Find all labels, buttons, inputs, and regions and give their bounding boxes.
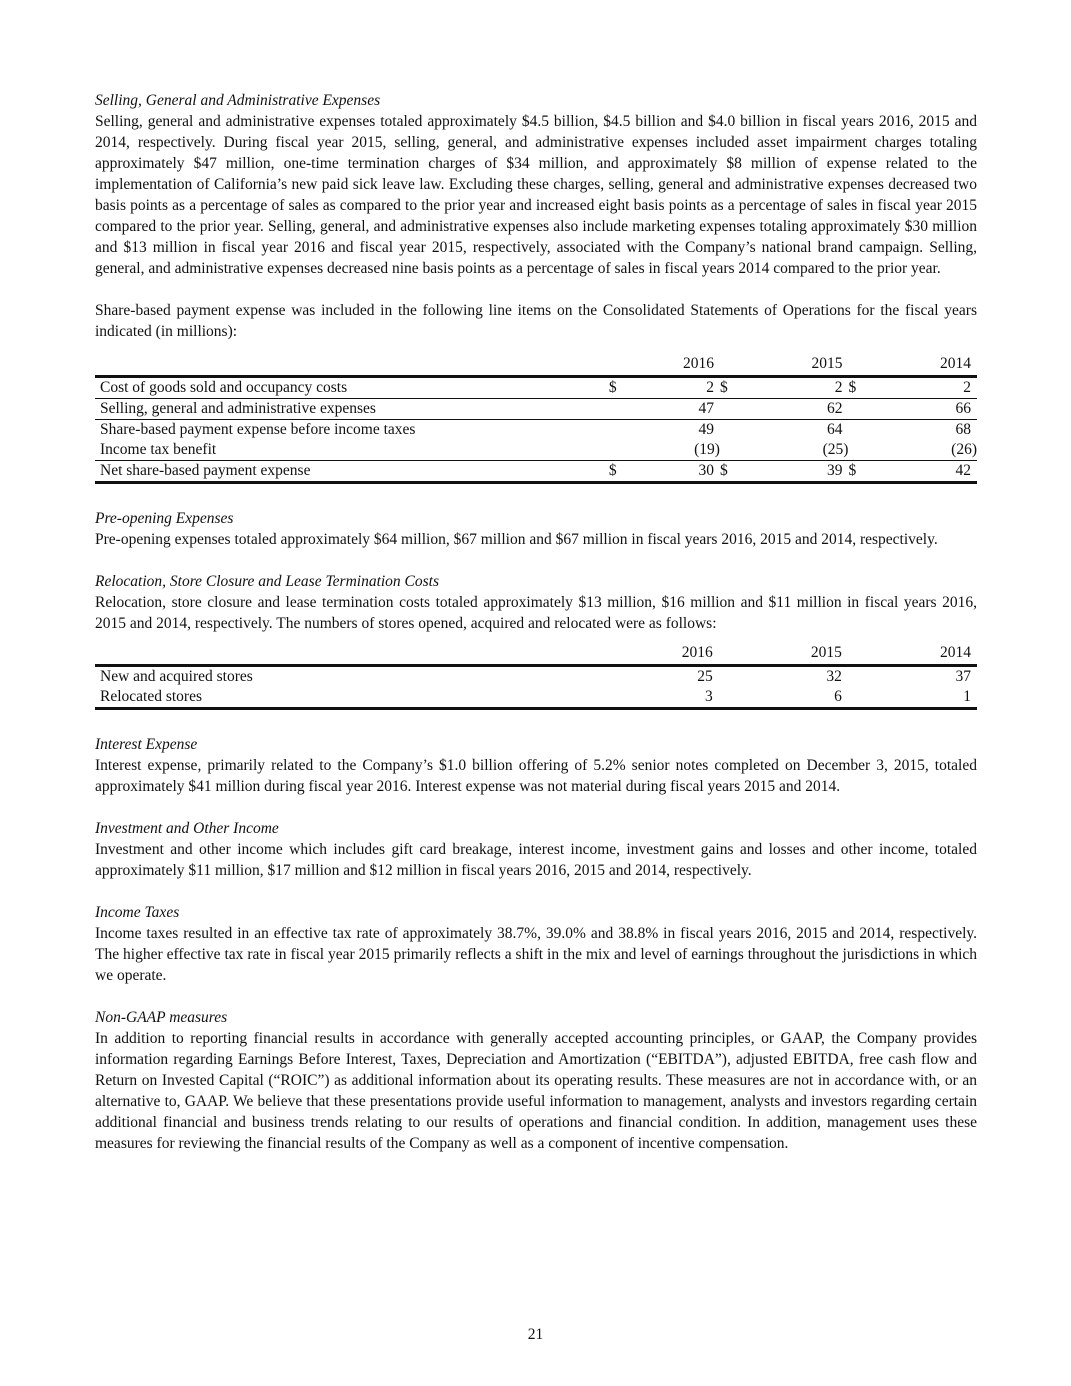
table-header-row — [95, 643, 977, 666]
share-based-payment-table — [95, 354, 977, 484]
cell-value: 49 — [698, 421, 714, 438]
income-taxes-paragraph: Income taxes resulted in an effective tax rate of approximately 38.7%, 39.0% and 38.8% in fiscal years 2016, 2015 and 2014, respectively. The higher effective tax rate in fiscal year 2015 primarily reflects a shift in the mix and level of earnings throughout the jurisdictions in which we operate. — [95, 925, 977, 984]
table-row: Cost of goods sold and occupancy costs $ 2 $ 2 $ 2 — [95, 377, 977, 399]
relocation-paragraph: Relocation, store closure and lease termination costs totaled approximately $13 million, $16 million and $11 million in fiscal years 2016, 2015 and 2014, respectively. The numbers of stores opened, acquired and relocated were as follows: — [95, 594, 977, 632]
row-label: Selling, general and administrative expenses — [95, 399, 609, 420]
row-label: Cost of goods sold and occupancy costs — [95, 377, 609, 399]
table-row — [95, 687, 977, 709]
cell-value: 62 — [734, 399, 849, 420]
cell-value: 25 — [697, 668, 713, 685]
table-row — [95, 420, 977, 441]
cell-value: 2 — [862, 377, 977, 399]
year-header: 2014 — [862, 354, 977, 377]
preopening-paragraph: Pre-opening expenses totaled approximately $64 million, $67 million and $67 million in fiscal years 2016, 2015 and 2014, respectively. — [95, 531, 938, 548]
cell-value: 2 — [623, 377, 720, 399]
cell-value: 6 — [732, 687, 847, 709]
cell-value: 68 — [955, 421, 971, 438]
table-row — [95, 666, 977, 688]
cell-value: 66 — [862, 399, 977, 420]
page-number: 21 — [527, 1326, 544, 1343]
year-header: 2015 — [732, 643, 847, 666]
section-heading-investment: Investment and Other Income — [95, 820, 279, 837]
table-header-row — [95, 354, 977, 377]
row-label: Share-based payment expense before income taxes — [100, 421, 416, 438]
cell-value: (26) — [862, 440, 977, 461]
cell-value: 2 — [734, 377, 849, 399]
investment-paragraph: Investment and other income which includes gift card breakage, interest income, investment gains and losses and other income, totaled approximately $11 million, $17 million and $12 million in fiscal years 2016, 2015 and 2014, respectively. — [95, 841, 977, 879]
cell-value: 30 — [623, 461, 720, 483]
section-heading-income-taxes: Income Taxes — [95, 904, 180, 921]
table-row — [95, 440, 977, 461]
section-heading-non-gaap: Non-GAAP measures — [95, 1009, 228, 1026]
section-heading-sga: Selling, General and Administrative Expenses — [95, 92, 381, 109]
year-header: 2014 — [862, 643, 977, 666]
table-row — [95, 399, 977, 420]
cell-value: (19) — [623, 440, 720, 461]
row-label: Net share-based payment expense — [95, 461, 609, 483]
year-header: 2016 — [621, 643, 719, 666]
cell-value: 42 — [862, 461, 977, 483]
row-label: New and acquired stores — [100, 668, 253, 685]
sga-paragraph: Selling, general and administrative expenses totaled approximately $4.5 billion, $4.5 billion and $4.0 billion in fiscal years 2016, 2015 and 2014, respectively. During fiscal year 2015, selling, general, and administrative expenses included asset impairment charges totaling approximately $47 million, one-time termination charges of $34 million, and approximately $8 million of expense related to the implementation of California’s new paid sick leave law. Excluding these charges, selling, general and administrative expenses decreased two basis points as a percentage of sales as compared to the prior year and increased eight basis points as a percentage of sales in fiscal year 2015 compared to the prior year. Selling, general, and administrative expenses also include marketing expenses totaling approximately $30 million and $13 million in fiscal year 2016 and fiscal year 2015, respectively, associated with the Company’s national brand campaign. Selling, general, and administrative expenses decreased nine basis points as a percentage of sales in fiscal years 2014 compared to the prior year. — [95, 113, 977, 277]
cell-value: 1 — [862, 687, 977, 709]
year-header: 2016 — [623, 354, 720, 377]
cell-value: 32 — [826, 668, 842, 685]
cell-value: 3 — [621, 687, 719, 709]
cell-value: 64 — [826, 421, 843, 438]
share-based-intro-paragraph: Share-based payment expense was included in the following line items on the Consolidated Statements of Operations for the fiscal years indicated (in millions): — [95, 302, 977, 340]
interest-paragraph: Interest expense, primarily related to the Company’s $1.0 billion offering of 5.2% senior notes completed on December 3, 2015, totaled approximately $41 million during fiscal year 2016. Interest expense was not material during fiscal years 2015 and 2014. — [95, 757, 977, 795]
table-row: Net share-based payment expense $ 30 $ 39 $ 42 — [95, 461, 977, 483]
cell-value: (25) — [734, 440, 849, 461]
cell-value: 47 — [623, 399, 720, 420]
section-heading-preopening: Pre-opening Expenses — [95, 510, 234, 527]
section-heading-interest: Interest Expense — [95, 736, 198, 753]
non-gaap-paragraph: In addition to reporting financial results in accordance with generally accepted accounting principles, or GAAP, the Company provides information regarding Earnings Before Interest, Taxes, Depreciation and Amortization (“EBITDA”), adjusted EBITDA, free cash flow and Return on Invested Capital (“ROIC”) as additional information about its operating results. These measures are not in accordance with, or an alternative to, GAAP. We believe that these presentations provide useful information to management, analysts and investors regarding certain additional financial and business trends relating to our results of operations and financial condition. In addition, management uses these measures for reviewing the financial results of the Company as well as a component of incentive compensation. — [95, 1030, 977, 1152]
stores-table — [95, 643, 977, 710]
document-page — [95, 90, 977, 1154]
year-header: 2015 — [734, 354, 849, 377]
cell-value: 39 — [734, 461, 849, 483]
section-heading-relocation: Relocation, Store Closure and Lease Termination Costs — [95, 573, 440, 590]
row-label: Relocated stores — [95, 687, 607, 709]
row-label: Income tax benefit — [95, 440, 609, 461]
cell-value: 37 — [955, 668, 971, 685]
